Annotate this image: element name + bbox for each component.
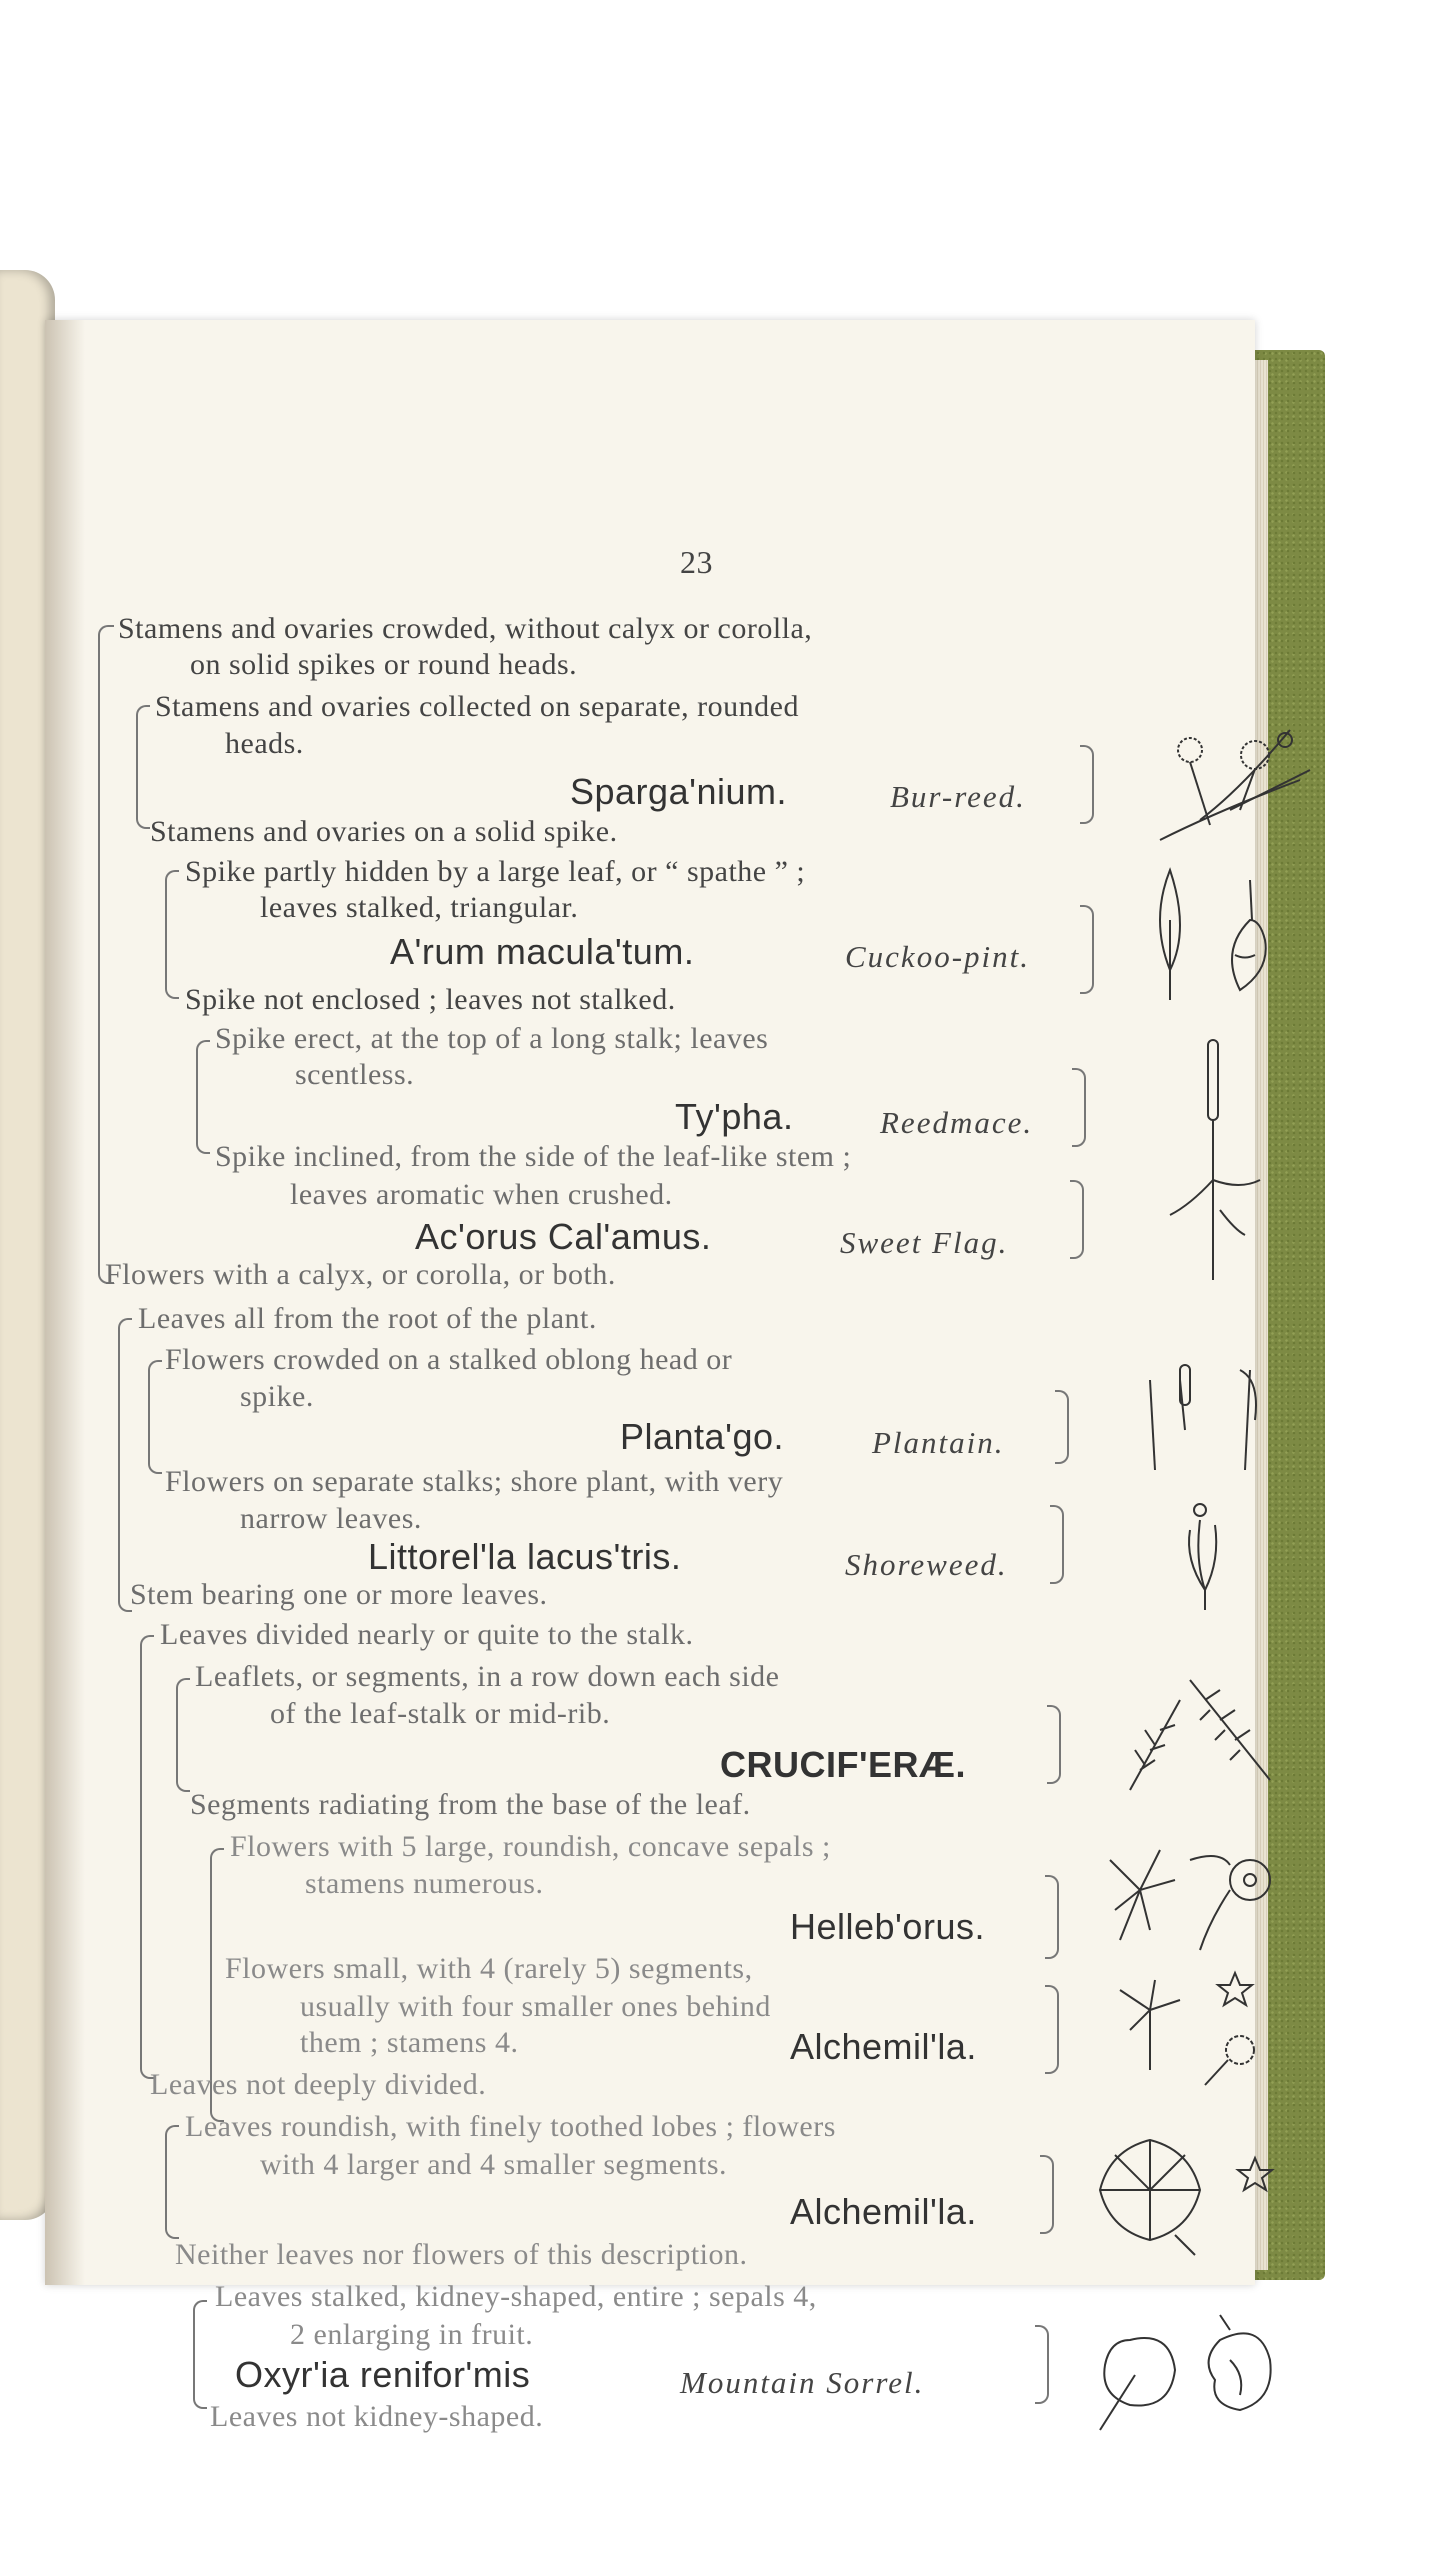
key-line: usually with four smaller ones behind [300, 1990, 771, 2023]
key-line: spike. [240, 1380, 314, 1413]
key-line: Stamens and ovaries on a solid spike. [150, 815, 618, 848]
genus-name: Ty'pha. [675, 1096, 794, 1137]
key-line: Spike inclined, from the side of the leaf-like stem ; [215, 1140, 852, 1173]
key-line: Leaves stalked, kidney-shaped, entire ; sepals 4, [215, 2280, 817, 2313]
bracket [148, 1360, 162, 1474]
cuckoo-pint-illustration [1140, 860, 1300, 1020]
key-line: Spike partly hidden by a large leaf, or “ spathe ” ; [185, 855, 806, 888]
key-line: Neither leaves nor flowers of this description. [175, 2238, 748, 2271]
common-name: Reedmace. [880, 1105, 1034, 1140]
key-line: Stamens and ovaries collected on separate, rounded [155, 690, 799, 723]
common-name: Mountain Sorrel. [680, 2365, 925, 2400]
bracket [165, 870, 179, 999]
key-line: Spike erect, at the top of a long stalk; leaves [215, 1022, 769, 1055]
key-line: them ; stamens 4. [300, 2026, 519, 2059]
key-line: Leaves not kidney-shaped. [210, 2400, 544, 2433]
key-line: heads. [225, 727, 304, 760]
hellebore-illustration [1100, 1820, 1290, 1960]
key-line: Flowers crowded on a stalked oblong head or [165, 1343, 733, 1376]
bracket [1055, 1390, 1069, 1464]
key-line: scentless. [295, 1058, 415, 1091]
bracket [1035, 2325, 1049, 2404]
genus-name: Alchemil'la. [790, 2191, 977, 2232]
genus-name: Planta'go. [620, 1416, 784, 1457]
key-line: stamens numerous. [305, 1867, 544, 1900]
key-line: Stamens and ovaries crowded, without calyx or corolla, [118, 612, 813, 645]
genus-name: Ac'orus Cal'amus. [415, 1216, 712, 1257]
genus-name: A'rum macula'tum. [390, 931, 695, 972]
family-name: CRUCIF'ERÆ. [720, 1744, 967, 1785]
common-name: Plantain. [872, 1425, 1005, 1460]
key-line: leaves aromatic when crushed. [290, 1178, 673, 1211]
key-line: Segments radiating from the base of the leaf. [190, 1788, 751, 1821]
genus-name: Littorel'la lacus'tris. [368, 1536, 682, 1577]
mountain-sorrel-illustration [1090, 2300, 1290, 2440]
bracket [136, 705, 150, 829]
key-line: Leaflets, or segments, in a row down each side [195, 1660, 780, 1693]
plantain-illustration [1140, 1360, 1290, 1620]
key-line: Spike not enclosed ; leaves not stalked. [185, 983, 676, 1016]
key-line: Flowers on separate stalks; shore plant, with very [165, 1465, 784, 1498]
key-line: Leaves all from the root of the plant. [138, 1302, 597, 1335]
key-line: narrow leaves. [240, 1502, 422, 1535]
page-number: 23 [680, 544, 713, 580]
alchemilla-leaf-illustration [1090, 2120, 1290, 2260]
bracket [1045, 1875, 1059, 1959]
bracket [193, 2300, 207, 2409]
bracket [140, 1635, 154, 2079]
bracket [165, 2125, 179, 2239]
genus-name: Oxyr'ia renifor'mis [235, 2354, 531, 2395]
bracket [1050, 1505, 1064, 1584]
key-line: 2 enlarging in fruit. [290, 2318, 534, 2351]
bracket [196, 1040, 210, 1154]
genus-name: Sparga'nium. [570, 771, 787, 812]
key-line: Leaves not deeply divided. [150, 2068, 487, 2101]
bracket [1070, 1180, 1084, 1259]
key-line: Flowers small, with 4 (rarely 5) segments, [225, 1952, 753, 1985]
key-line: Flowers with 5 large, roundish, concave sepals ; [230, 1830, 831, 1863]
bracket [1045, 1985, 1059, 2074]
bur-reed-illustration [1140, 710, 1320, 850]
bracket [1072, 1068, 1086, 1147]
reedmace-illustration [1160, 1030, 1280, 1290]
bracket [176, 1678, 190, 1792]
key-line: Stem bearing one or more leaves. [130, 1578, 548, 1611]
key-line: on solid spikes or round heads. [190, 648, 578, 681]
key-line: of the leaf-stalk or mid-rib. [270, 1697, 611, 1730]
genus-name: Alchemil'la. [790, 2026, 977, 2067]
bracket [98, 625, 114, 1284]
common-name: Sweet Flag. [840, 1225, 1009, 1260]
key-line: leaves stalked, triangular. [260, 891, 579, 924]
common-name: Shoreweed. [845, 1547, 1008, 1582]
key-line: Flowers with a calyx, or corolla, or both. [105, 1258, 616, 1291]
common-name: Bur-reed. [890, 779, 1026, 814]
bracket [1080, 905, 1094, 994]
crucifer-leaf-illustration [1120, 1660, 1290, 1810]
bracket [118, 1318, 132, 1612]
key-line: Leaves roundish, with finely toothed lobes ; flowers [185, 2110, 836, 2143]
key-line: Leaves divided nearly or quite to the stalk. [160, 1618, 694, 1651]
bracket [1080, 745, 1094, 824]
common-name: Cuckoo-pint. [845, 939, 1030, 974]
key-line: with 4 larger and 4 smaller segments. [260, 2148, 728, 2181]
genus-name: Helleb'orus. [790, 1906, 985, 1947]
bracket [1040, 2155, 1054, 2234]
alchemilla-flower-illustration [1100, 1960, 1290, 2090]
bracket [1047, 1705, 1061, 1784]
